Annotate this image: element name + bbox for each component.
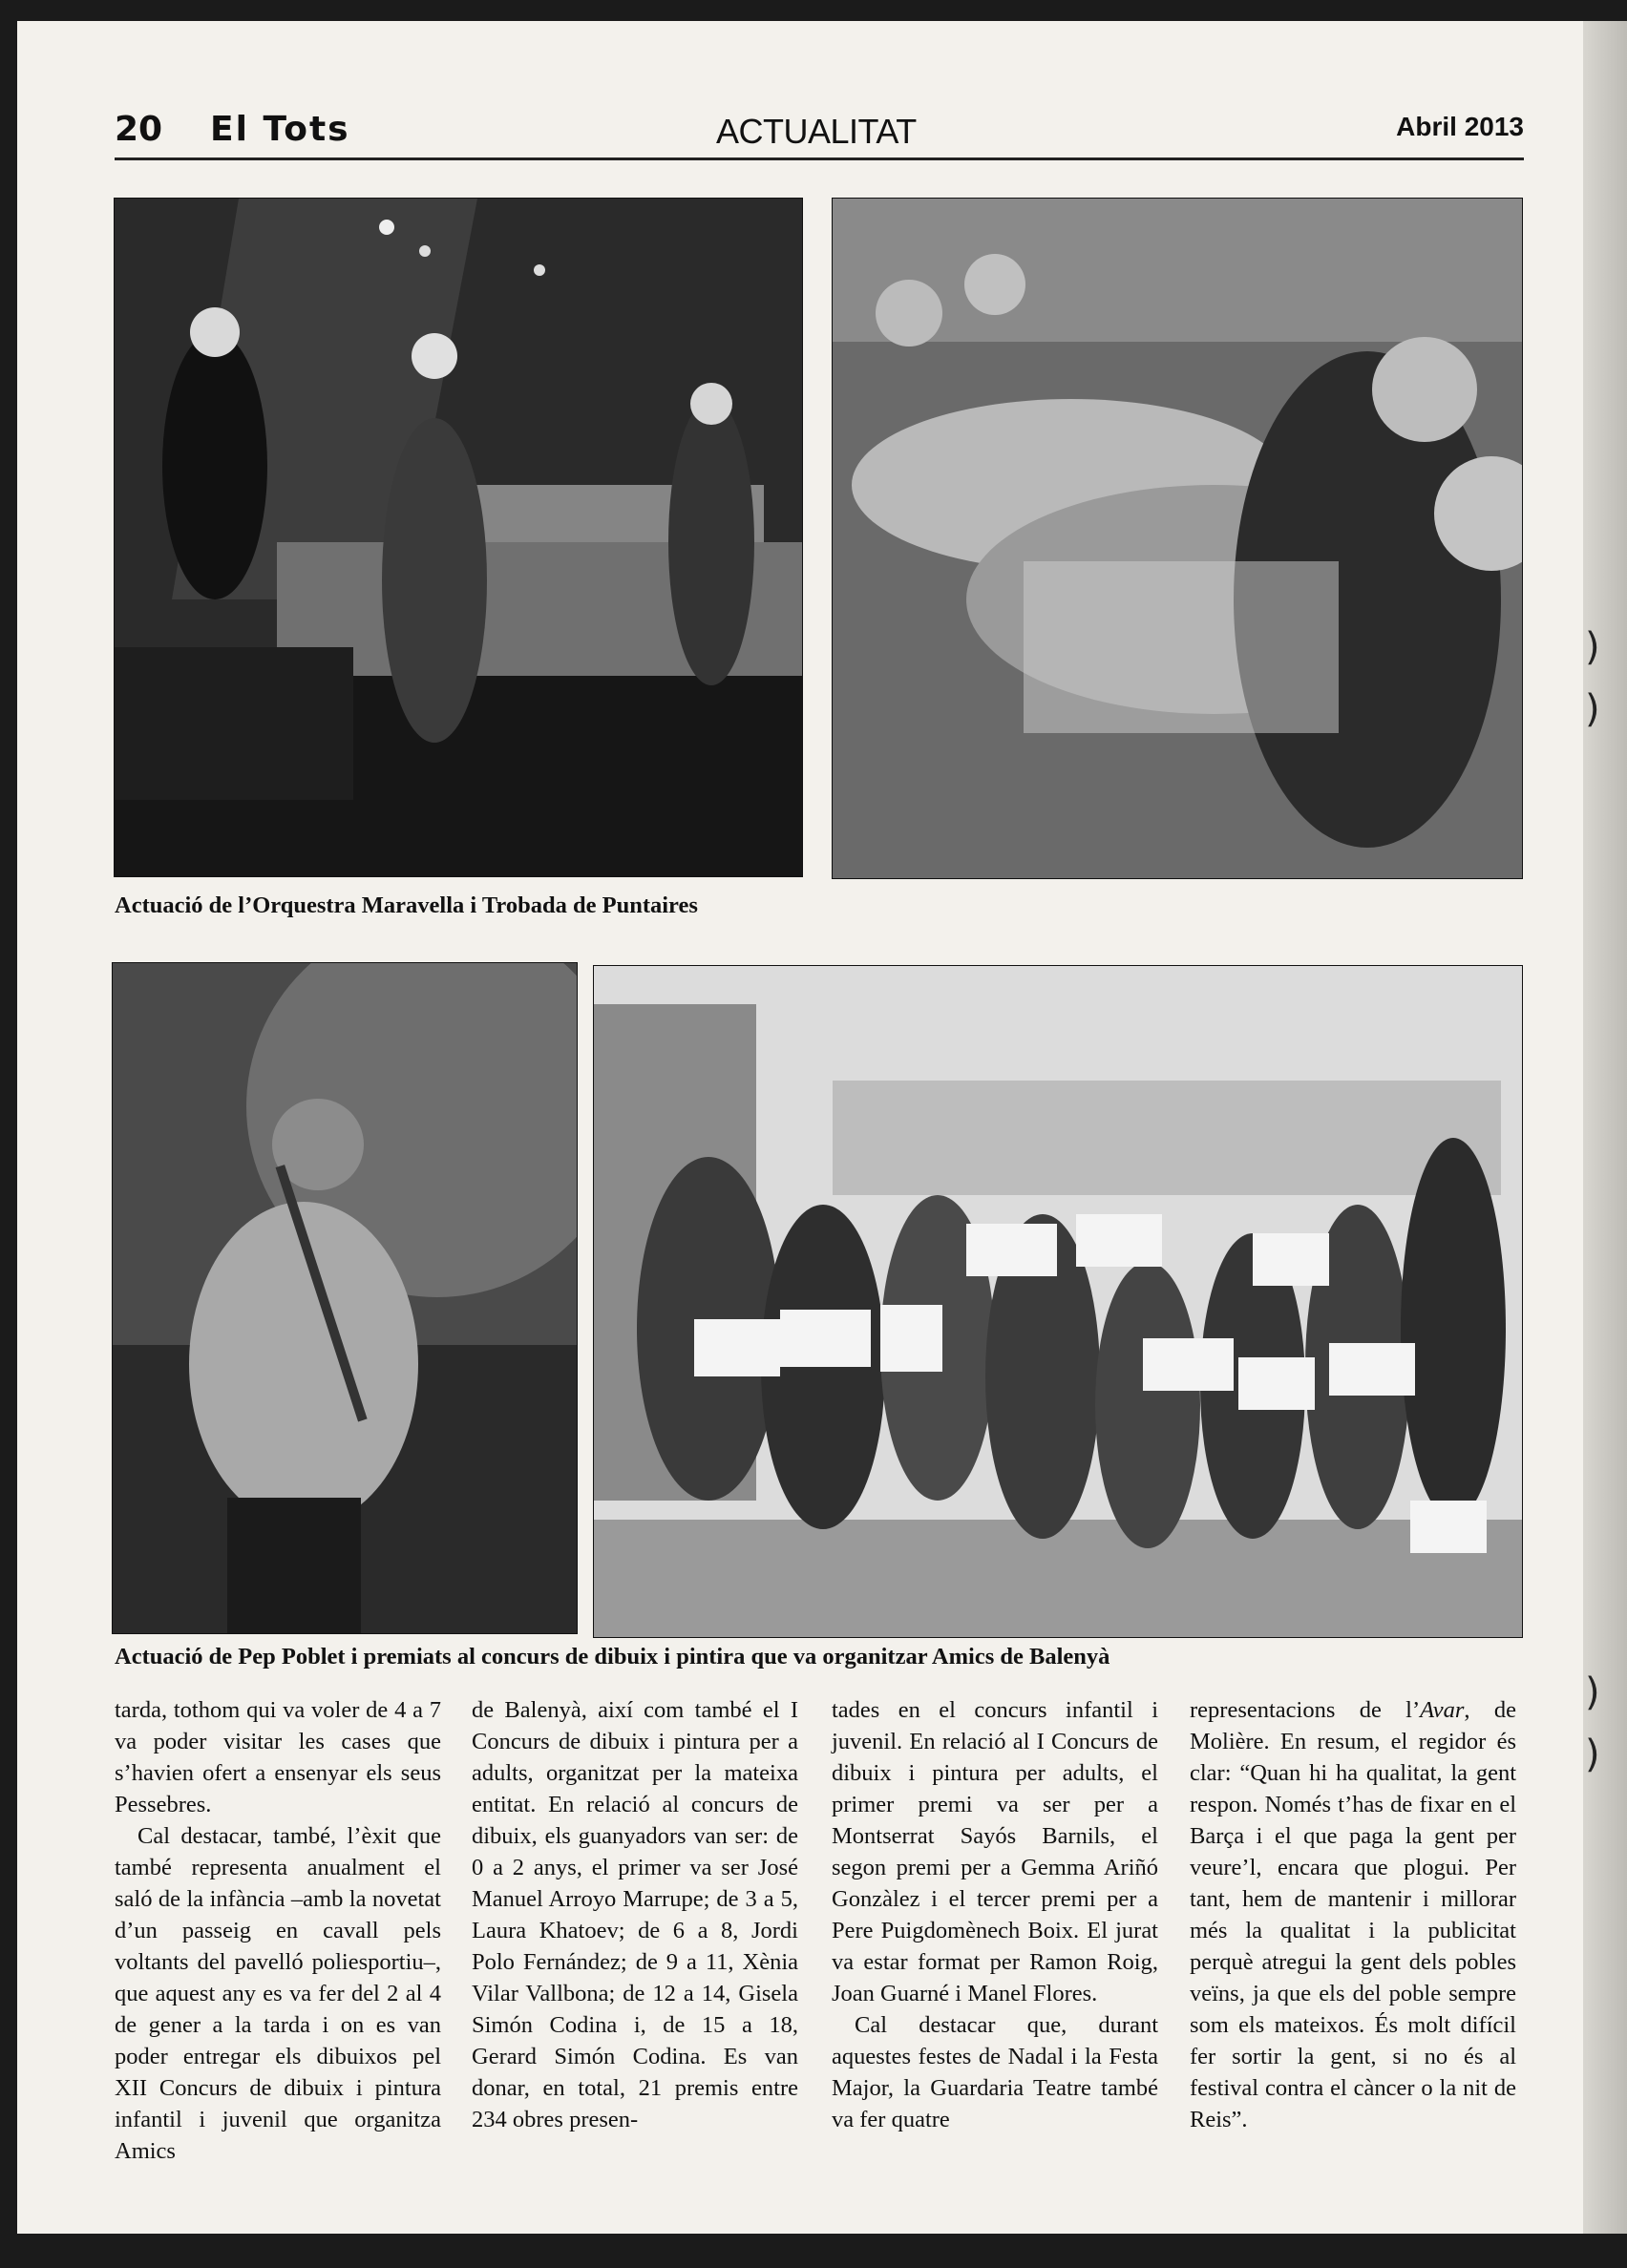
- article-column-3: [832, 1694, 1158, 2135]
- article-paragraph: [1190, 1694, 1516, 2135]
- photo-orquestra-maravella: [114, 198, 803, 877]
- caption-top-photos: Actuació de l’Orquestra Maravella i Trobada de Puntaires: [115, 892, 698, 918]
- article-text: representacions de l’: [1190, 1697, 1421, 1723]
- binding-clip-icon: ): [1585, 625, 1600, 669]
- article-paragraph: tades en el concurs infantil i juvenil. En relació al I Concurs de dibuix i pintura per adults, el primer premi va ser per a Montserrat Sayós Barnils, el segon premi per a Gemma Ariñó Gonzàlez i el tercer premi per a Pere Puigdomènech Boix. El jurat va estar format per Ramon Roig, Joan Guarné i Manel Flores.: [832, 1697, 1158, 2006]
- article-column-2: [472, 1694, 798, 2135]
- article-paragraph: Cal destacar que, durant aquestes festes de Nadal i la Festa Major, la Guardaria Teatre també va fer quatre: [832, 2012, 1158, 2132]
- binding-clip-icon: ): [1585, 1732, 1600, 1776]
- article-text: , de Molière. En resum, el regidor és clar: “Quan hi ha qualitat, la gent respon. Només t’has de fixar en el Barça i el que paga la gent per veure’l, encara que plogui. Per tant, hem de mantenir i millorar més la qualitat i la publicitat perquè atregui la gent dels pobles veïns, ja que els del poble sempre som els mateixos. És molt difícil fer sortir la gent, si no és al festival contra el càncer o la nit de Reis”.: [1190, 1697, 1517, 2132]
- section-title: ACTUALITAT: [716, 112, 917, 151]
- article-column-4: [1190, 1694, 1516, 2135]
- page-edge: [1583, 21, 1627, 2234]
- play-title: Avar: [1420, 1697, 1465, 1723]
- page-header: [115, 110, 1524, 159]
- publication-name: El Tots: [210, 110, 350, 149]
- photo-pep-poblet: [112, 962, 578, 1634]
- article-column-1: [115, 1694, 441, 2167]
- header-rule: [115, 158, 1524, 160]
- article-paragraph: tarda, tothom qui va voler de 4 a 7 va poder visitar les cases que s’havien ofert a ensenyar els seus Pessebres.: [115, 1697, 441, 1817]
- page-number: 20: [115, 110, 163, 149]
- issue-date: Abril 2013: [1396, 112, 1524, 141]
- photo-trobada-puntaires: [832, 198, 1523, 879]
- binding-clip-icon: ): [1585, 687, 1600, 731]
- photo-premiats-concurs-dibuix: [593, 965, 1523, 1638]
- article-paragraph: de Balenyà, així com també el I Concurs de dibuix i pintura per a adults, organitzat per la mateixa entitat. En relació al concurs de dibuix, els guanyadors van ser: de 0 a 2 anys, el primer va ser José Manuel Arroyo Marrupe; de 3 a 5, Laura Khatoev; de 6 a 8, Jordi Polo Fernández; de 9 a 11, Xènia Vilar Vallbona; de 12 a 14, Gisela Simón Codina i, de 15 a 18, Gerard Simón Codina. Es van donar, en total, 21 premis entre 234 obres presen-: [472, 1697, 798, 2132]
- caption-bottom-photos: Actuació de Pep Poblet i premiats al concurs de dibuix i pintira que va organitzar Amics de Balenyà: [115, 1644, 1110, 1670]
- binding-clip-icon: ): [1585, 1670, 1600, 1714]
- article-paragraph: Cal destacar, també, l’èxit que també representa anualment el saló de la infància –amb la novetat d’un passeig en cavall pels voltants del pavelló poliesportiu–, que aquest any es va fer del 2 al 4 de gener a la tarda i on es van poder entregar els dibuixos pel XII Concurs de dibuix i pintura infantil i juvenil que organitza Amics: [115, 1823, 441, 2164]
